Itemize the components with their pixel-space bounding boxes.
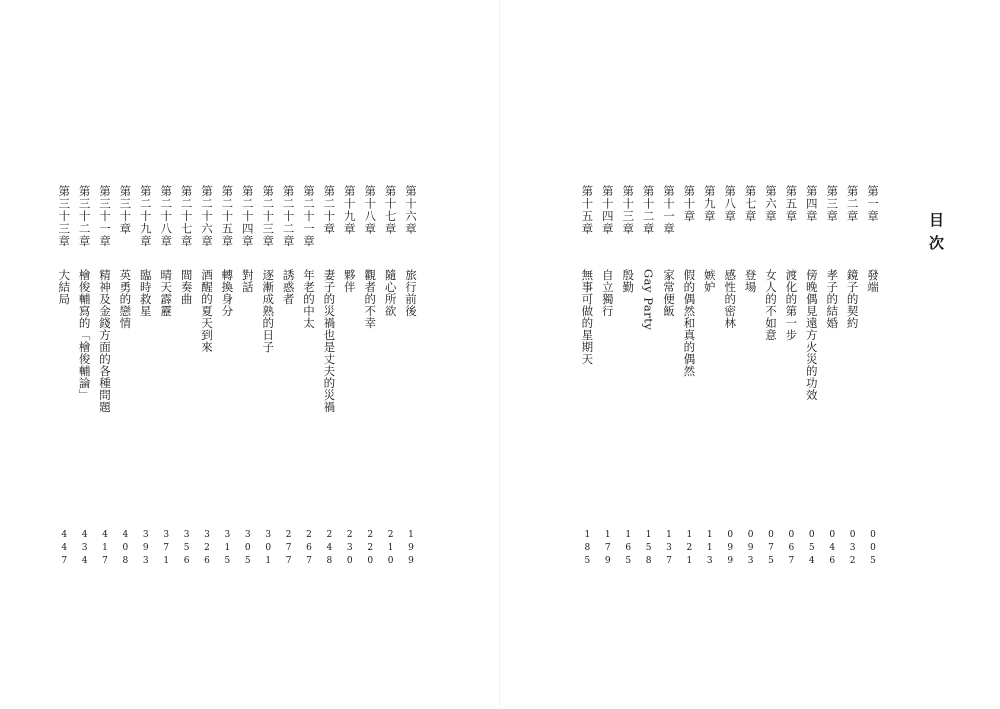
page-number: 054 bbox=[806, 530, 817, 569]
chapter-title: 嫉妒 bbox=[702, 269, 717, 293]
page-number: 179 bbox=[602, 530, 613, 569]
chapter-title: Gay Party bbox=[641, 269, 656, 331]
page-number: 447 bbox=[59, 530, 70, 569]
chapter-title: 臨時救星 bbox=[138, 269, 153, 317]
chapter-title: 發端 bbox=[866, 269, 880, 293]
chapter-label: 第二十一章 bbox=[302, 185, 316, 248]
chapter-label: 第二十四章 bbox=[240, 185, 255, 248]
chapter-label: 第二十五章 bbox=[220, 185, 235, 248]
chapter-title: 轉換身分 bbox=[220, 269, 235, 317]
chapter-title: 大結局 bbox=[57, 269, 72, 305]
chapter-label: 第十九章 bbox=[342, 185, 357, 235]
page-number: 113 bbox=[704, 530, 715, 569]
page-number: 158 bbox=[643, 530, 654, 569]
page-number: 093 bbox=[745, 530, 756, 569]
chapter-label: 第五章 bbox=[784, 185, 799, 223]
right-page bbox=[500, 0, 1000, 709]
chapter-title: 間奏曲 bbox=[179, 269, 194, 305]
chapter-label: 第十章 bbox=[682, 185, 697, 223]
page-number: 417 bbox=[100, 530, 110, 569]
chapter-title: 酒醒的夏天到來 bbox=[200, 269, 214, 353]
chapter-title: 旅行前後 bbox=[404, 269, 418, 317]
chapter-label: 第二十七章 bbox=[179, 185, 194, 248]
chapter-label: 第七章 bbox=[743, 185, 758, 223]
chapter-title: 登場 bbox=[743, 269, 758, 293]
chapter-label: 第十八章 bbox=[363, 185, 378, 235]
chapter-label: 第三章 bbox=[825, 185, 840, 223]
chapter-label: 第十五章 bbox=[580, 185, 595, 235]
chapter-label: 第一章 bbox=[866, 185, 880, 223]
chapter-title: 夥伴 bbox=[342, 269, 357, 293]
page-number: 326 bbox=[202, 530, 212, 569]
page-number: 005 bbox=[868, 530, 878, 569]
book-spine bbox=[499, 0, 500, 709]
chapter-label: 第十三章 bbox=[621, 185, 636, 235]
chapter-label: 第二章 bbox=[845, 185, 860, 223]
page-number: 305 bbox=[242, 530, 253, 569]
page-number: 220 bbox=[365, 530, 376, 569]
chapter-label: 第十二章 bbox=[641, 185, 656, 235]
chapter-label: 第二十二章 bbox=[281, 185, 296, 248]
chapter-title: 對話 bbox=[240, 269, 255, 293]
chapter-label: 第四章 bbox=[804, 185, 819, 223]
chapter-title: 假的偶然和真的偶然 bbox=[682, 269, 697, 377]
chapter-label: 第二十九章 bbox=[138, 185, 153, 248]
chapter-title: 殷勤 bbox=[621, 269, 636, 293]
page-number: 371 bbox=[161, 530, 172, 569]
chapter-label: 第六章 bbox=[764, 185, 778, 223]
page-number: 046 bbox=[827, 530, 838, 569]
page-number: 121 bbox=[684, 530, 695, 569]
chapter-title: 晴天霹靂 bbox=[159, 269, 174, 317]
chapter-label: 第九章 bbox=[702, 185, 717, 223]
page-number: 356 bbox=[181, 530, 192, 569]
page-number: 408 bbox=[120, 530, 131, 569]
page-number: 032 bbox=[847, 530, 858, 569]
page-number: 434 bbox=[79, 530, 90, 569]
chapter-label: 第八章 bbox=[723, 185, 738, 223]
chapter-title: 女人的不如意 bbox=[764, 269, 778, 341]
page-number: 099 bbox=[725, 530, 736, 569]
page-number: 185 bbox=[582, 530, 593, 569]
chapter-title: 鏡子的契約 bbox=[845, 269, 860, 329]
chapter-title: 逐漸成熟的日子 bbox=[261, 269, 276, 353]
page-number: 230 bbox=[344, 530, 355, 569]
page-number: 393 bbox=[140, 530, 151, 569]
chapter-label: 第二十六章 bbox=[200, 185, 214, 248]
page-number: 075 bbox=[766, 530, 776, 569]
chapter-title: 無事可做的星期天 bbox=[580, 269, 595, 365]
page-number: 315 bbox=[222, 530, 233, 569]
chapter-title: 年老的中太 bbox=[302, 269, 316, 329]
chapter-title: 隨心所欲 bbox=[383, 269, 398, 317]
page-number: 248 bbox=[324, 530, 335, 569]
chapter-title: 渡化的第一步 bbox=[784, 269, 799, 341]
chapter-label: 第二十三章 bbox=[261, 185, 276, 248]
chapter-title: 精神及金錢方面的各種問題 bbox=[98, 269, 112, 413]
chapter-label: 第十四章 bbox=[600, 185, 615, 235]
page-number: 277 bbox=[283, 530, 294, 569]
chapter-title: 觀者的不幸 bbox=[363, 269, 378, 329]
chapter-label: 第三十三章 bbox=[57, 185, 72, 248]
chapter-title: 孝子的結婚 bbox=[825, 269, 840, 329]
chapter-label: 第二十八章 bbox=[159, 185, 174, 248]
chapter-label: 第十七章 bbox=[383, 185, 398, 235]
chapter-title: 英勇的戀情 bbox=[118, 269, 133, 329]
chapter-label: 第二十章 bbox=[322, 185, 337, 235]
page-number: 137 bbox=[664, 530, 674, 569]
chapter-label: 第十六章 bbox=[404, 185, 418, 235]
chapter-label: 第三十二章 bbox=[77, 185, 92, 248]
chapter-title: 自立獨行 bbox=[600, 269, 615, 317]
chapter-label: 第十一章 bbox=[662, 185, 676, 235]
chapter-title: 檜俊輔寫的「檜俊輔論」 bbox=[77, 269, 92, 401]
chapter-title: 傍晚偶見遠方火災的功效 bbox=[804, 269, 819, 401]
page-number: 267 bbox=[304, 530, 314, 569]
page-number: 199 bbox=[406, 530, 416, 569]
page-number: 210 bbox=[385, 530, 396, 569]
chapter-label: 第三十一章 bbox=[98, 185, 112, 248]
toc-title: 目次 bbox=[927, 212, 945, 258]
page-number: 067 bbox=[786, 530, 797, 569]
chapter-title: 妻子的災禍也是丈夫的災禍 bbox=[322, 269, 337, 413]
chapter-label: 第三十章 bbox=[118, 185, 133, 235]
page-number: 165 bbox=[623, 530, 634, 569]
chapter-title: 感性的密林 bbox=[723, 269, 738, 329]
page-number: 301 bbox=[263, 530, 274, 569]
chapter-title: 家常便飯 bbox=[662, 269, 676, 317]
chapter-title: 誘惑者 bbox=[281, 269, 296, 305]
